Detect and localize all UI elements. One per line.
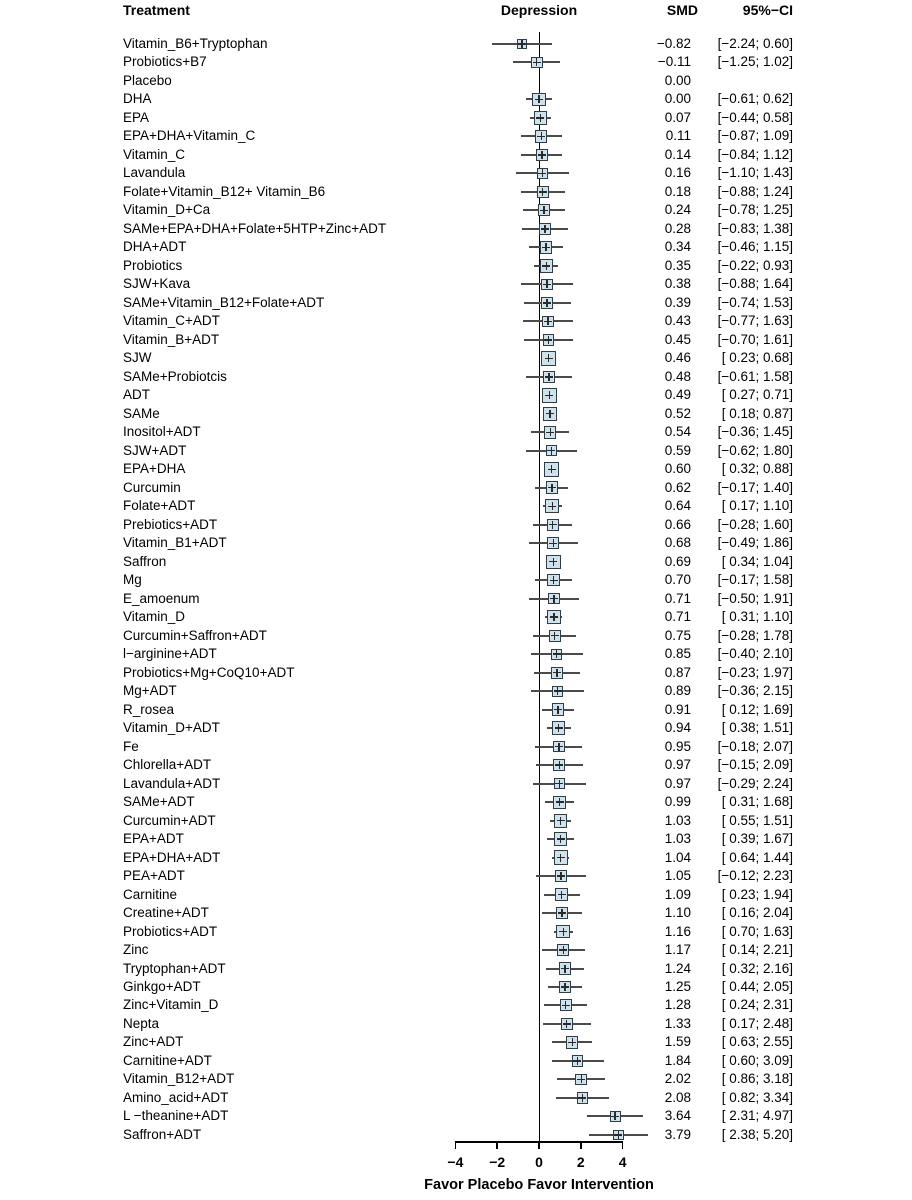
smd-value: 1.16 [664, 923, 691, 939]
column-header-ci: 95%−CI [742, 2, 793, 18]
smd-value: −0.11 [657, 54, 691, 70]
point-marker [541, 228, 549, 229]
ci-value: [−0.18; 2.07] [717, 738, 793, 754]
smd-value: 0.00 [664, 91, 691, 107]
ci-value: [ 0.44; 2.05] [721, 978, 793, 994]
treatment-label: Probiotics+B7 [123, 54, 207, 70]
point-marker [546, 432, 554, 433]
treatment-label: L −theanine+ADT [123, 1108, 229, 1124]
treatment-label: Mg+ADT [123, 683, 177, 699]
smd-value: 3.79 [664, 1126, 691, 1142]
ci-value: [−0.17; 1.58] [717, 572, 793, 588]
treatment-label: E_amoenum [123, 590, 200, 606]
point-marker [563, 1023, 571, 1024]
smd-value: 0.70 [664, 572, 691, 588]
point-marker [535, 99, 543, 100]
treatment-label: Creatine+ADT [123, 905, 209, 921]
smd-value: 0.11 [665, 128, 691, 144]
treatment-label: Probiotics+Mg+CoQ10+ADT [123, 664, 295, 680]
treatment-label: Fe [123, 738, 139, 754]
smd-value: 0.48 [664, 368, 691, 384]
treatment-label: Vitamin_B12+ADT [123, 1071, 235, 1087]
ci-value: [ 0.60; 3.09] [721, 1052, 793, 1068]
ci-value: [ 0.12; 1.69] [721, 701, 793, 717]
point-marker [557, 820, 565, 821]
treatment-label: Probiotics+ADT [123, 923, 218, 939]
smd-value: 1.03 [664, 831, 691, 847]
axis-tick-label: 0 [535, 1154, 543, 1170]
smd-value: 0.75 [664, 627, 691, 643]
ci-value: [−0.77; 1.63] [717, 313, 793, 329]
smd-value: 0.28 [664, 220, 691, 236]
smd-value: 2.08 [664, 1089, 691, 1105]
zero-reference-line [539, 32, 540, 1141]
smd-value: 0.52 [664, 405, 691, 421]
smd-value: 0.71 [664, 590, 691, 606]
treatment-label: Saffron [123, 553, 167, 569]
ci-value: [−0.50; 1.91] [717, 590, 793, 606]
ci-value: [−0.22; 0.93] [717, 257, 793, 273]
smd-value: 0.54 [664, 424, 691, 440]
treatment-label: Lavandula+ADT [123, 775, 221, 791]
point-marker [544, 339, 552, 340]
smd-value: 0.24 [664, 202, 691, 218]
treatment-label: Carnitine+ADT [123, 1052, 212, 1068]
smd-value: 1.04 [664, 849, 691, 865]
treatment-label: SJW [123, 350, 152, 366]
point-marker [558, 912, 566, 913]
smd-value: 0.89 [664, 683, 691, 699]
ci-value: [ 0.86; 3.18] [721, 1071, 793, 1087]
point-marker [556, 801, 564, 802]
ci-value: [ 0.16; 2.04] [721, 905, 793, 921]
treatment-label: EPA+DHA+ADT [123, 849, 221, 865]
ci-value: [−1.25; 1.02] [717, 54, 793, 70]
smd-value: 3.64 [664, 1108, 691, 1124]
ci-value: [ 2.38; 5.20] [721, 1126, 793, 1142]
column-header-smd: SMD [666, 2, 698, 18]
treatment-label: SAMe+EPA+DHA+Folate+5HTP+Zinc+ADT [123, 220, 387, 236]
ci-value: [ 0.14; 2.21] [721, 942, 793, 957]
ci-value: [−0.49; 1.86] [717, 535, 793, 551]
treatment-label: Folate+ADT [123, 498, 196, 514]
treatment-label: SAMe+Vitamin_B12+Folate+ADT [123, 294, 325, 310]
point-marker [555, 764, 563, 765]
ci-value: [−0.84; 1.12] [717, 146, 793, 162]
smd-value: 0.95 [664, 738, 691, 754]
point-marker [554, 690, 562, 691]
smd-value: 0.46 [664, 350, 691, 366]
point-marker [558, 894, 566, 895]
axis-tick [580, 1141, 582, 1149]
smd-value: 0.14 [664, 146, 691, 162]
smd-value: 0.34 [664, 239, 691, 255]
point-marker [545, 358, 553, 359]
treatment-label: Zinc [123, 942, 149, 957]
smd-value: 1.59 [664, 1034, 691, 1050]
smd-value: 0.07 [664, 109, 691, 125]
smd-value: 1.09 [664, 886, 691, 902]
point-marker [550, 580, 558, 581]
point-marker [544, 321, 552, 322]
ci-value: [−0.36; 2.15] [717, 683, 793, 699]
point-marker [559, 949, 567, 950]
treatment-label: DHA [123, 91, 152, 107]
ci-value: [ 0.32; 2.16] [721, 960, 793, 976]
point-marker [538, 173, 546, 174]
smd-value: 0.87 [664, 664, 691, 680]
smd-value: 0.62 [664, 479, 691, 495]
ci-value: [−0.23; 1.97] [717, 664, 793, 680]
point-marker [546, 413, 554, 414]
treatment-label: Vitamin_B6+Tryptophan [123, 36, 268, 51]
ci-value: [−0.46; 1.15] [717, 239, 793, 255]
treatment-label: SAMe [123, 405, 160, 421]
treatment-label: Mg [123, 572, 142, 588]
smd-value: 0.97 [664, 775, 691, 791]
treatment-label: EPA+DHA+Vitamin_C [123, 128, 256, 144]
treatment-label: EPA [123, 109, 150, 125]
smd-value: 0.71 [664, 609, 691, 625]
smd-value: 0.91 [664, 701, 691, 717]
ci-value: [−0.28; 1.78] [717, 627, 793, 643]
smd-value: 1.25 [664, 978, 691, 994]
treatment-label: SJW+Kava [123, 276, 191, 292]
ci-value: [−1.10; 1.43] [717, 165, 793, 181]
axis-tick-label: −4 [447, 1154, 464, 1170]
ci-value: [ 0.24; 2.31] [721, 997, 793, 1013]
ci-value: [−0.74; 1.53] [717, 294, 793, 310]
treatment-label: Ginkgo+ADT [123, 978, 201, 994]
treatment-label: SAMe+Probiotcis [123, 368, 227, 384]
treatment-label: Vitamin_D+ADT [123, 720, 220, 736]
ci-value: [−0.83; 1.38] [717, 220, 793, 236]
treatment-label: Placebo [123, 72, 172, 88]
ci-value: [−0.78; 1.25] [717, 202, 793, 218]
treatment-label: SJW+ADT [123, 442, 187, 458]
point-marker [561, 968, 569, 969]
treatment-label: Vitamin_C [123, 146, 186, 162]
axis-tick [496, 1141, 498, 1149]
smd-value: 0.64 [664, 498, 691, 514]
ci-value: [ 0.55; 1.51] [721, 812, 793, 828]
treatment-label: Prebiotics+ADT [123, 516, 218, 532]
smd-value: 1.17 [664, 942, 691, 957]
smd-value: 0.85 [664, 646, 691, 662]
ci-value: [−0.61; 0.62] [717, 91, 793, 107]
ci-value: [ 0.31; 1.68] [721, 794, 793, 810]
ci-value: [−0.28; 1.60] [717, 516, 793, 532]
ci-value: [−0.61; 1.58] [717, 368, 793, 384]
smd-value: 2.02 [664, 1071, 691, 1087]
treatment-label: Nepta [123, 1015, 160, 1031]
ci-value: [−0.12; 2.23] [717, 868, 793, 884]
smd-value: −0.82 [656, 36, 691, 51]
point-marker [611, 1116, 619, 1117]
point-marker [547, 450, 555, 451]
treatment-label: DHA+ADT [123, 239, 187, 255]
treatment-label: Curcumin+Saffron+ADT [123, 627, 267, 643]
smd-value: 0.00 [664, 72, 691, 88]
treatment-label: Chlorella+ADT [123, 757, 212, 773]
treatment-label: R_rosea [123, 701, 175, 717]
point-marker [549, 524, 557, 525]
point-marker [554, 709, 562, 710]
ci-value: [−0.15; 2.09] [717, 757, 793, 773]
treatment-label: Zinc+Vitamin_D [123, 997, 219, 1013]
point-marker [543, 284, 551, 285]
smd-value: 0.39 [664, 294, 691, 310]
smd-value: 0.68 [664, 535, 691, 551]
point-marker [542, 247, 550, 248]
column-header-outcome: Depression [500, 2, 578, 18]
smd-value: 0.18 [664, 183, 691, 199]
treatment-label: Curcumin+ADT [123, 812, 216, 828]
axis-tick [455, 1141, 457, 1149]
treatment-label: EPA+DHA [123, 461, 186, 477]
treatment-label: Zinc+ADT [123, 1034, 184, 1050]
axis-tick-label: −2 [489, 1154, 506, 1170]
treatment-label: Folate+Vitamin_B12+ Vitamin_B6 [123, 183, 326, 199]
ci-value: [ 0.82; 3.34] [721, 1089, 793, 1105]
point-marker [518, 43, 526, 44]
ci-value: [−0.36; 1.45] [717, 424, 793, 440]
point-marker [548, 506, 556, 507]
point-marker [548, 469, 556, 470]
point-marker [550, 616, 558, 617]
point-marker [545, 395, 553, 396]
ci-value: [−0.44; 0.58] [717, 109, 793, 125]
treatment-label: Vitamin_D+Ca [123, 202, 211, 218]
ci-value: [−0.40; 2.10] [717, 646, 793, 662]
smd-value: 0.94 [664, 720, 691, 736]
ci-value: [−0.87; 1.09] [717, 128, 793, 144]
ci-value: [ 0.70; 1.63] [721, 923, 793, 939]
treatment-label: Lavandula [123, 165, 186, 181]
point-marker [568, 1042, 576, 1043]
smd-value: 1.03 [664, 812, 691, 828]
treatment-label: Vitamin_B1+ADT [123, 535, 227, 551]
smd-value: 0.69 [664, 553, 691, 569]
point-marker [549, 561, 557, 562]
smd-value: 1.84 [664, 1052, 691, 1068]
point-marker [540, 210, 548, 211]
ci-value: [ 0.27; 0.71] [721, 387, 793, 403]
ci-value: [ 0.17; 2.48] [721, 1015, 793, 1031]
smd-value: 0.43 [664, 313, 691, 329]
smd-value: 0.97 [664, 757, 691, 773]
smd-value: 1.05 [664, 868, 691, 884]
smd-value: 0.35 [664, 257, 691, 273]
point-marker [536, 117, 544, 118]
point-marker [537, 136, 545, 137]
ci-value: [ 0.39; 1.67] [721, 831, 793, 847]
treatment-label: Vitamin_B+ADT [123, 331, 220, 347]
point-marker [559, 931, 567, 932]
treatment-label: Amino_acid+ADT [123, 1089, 229, 1105]
ci-value: [ 2.31; 4.97] [721, 1108, 793, 1124]
ci-value: [−0.17; 1.40] [717, 479, 793, 495]
smd-value: 1.24 [664, 960, 691, 976]
treatment-label: Inositol+ADT [123, 424, 201, 440]
point-marker [553, 672, 561, 673]
ci-value: [ 0.23; 1.94] [721, 886, 793, 902]
axis-tick [538, 1141, 540, 1149]
smd-value: 1.28 [664, 997, 691, 1013]
point-marker [557, 875, 565, 876]
treatment-label: l−arginine+ADT [123, 646, 217, 662]
treatment-label: Vitamin_D [123, 609, 186, 625]
point-marker [555, 727, 563, 728]
point-marker [545, 376, 553, 377]
point-marker [539, 191, 547, 192]
treatment-label: Tryptophan+ADT [123, 960, 226, 976]
axis-tick-label: 4 [618, 1154, 627, 1170]
axis-tick [622, 1141, 624, 1149]
smd-value: 0.66 [664, 516, 691, 532]
smd-value: 1.10 [664, 905, 691, 921]
point-marker [577, 1079, 585, 1080]
point-marker [549, 543, 557, 544]
ci-value: [ 0.32; 0.88] [721, 461, 793, 477]
ci-value: [−0.88; 1.64] [717, 276, 793, 292]
point-marker [557, 857, 565, 858]
smd-value: 0.16 [664, 165, 691, 181]
ci-value: [ 0.23; 0.68] [721, 350, 793, 366]
treatment-label: Curcumin [123, 479, 181, 495]
treatment-label: Saffron+ADT [123, 1126, 202, 1142]
point-marker [543, 302, 551, 303]
smd-value: 0.38 [664, 276, 691, 292]
ci-value: [ 0.63; 2.55] [721, 1034, 793, 1050]
axis-tick-label: 2 [576, 1154, 585, 1170]
ci-value: [−2.24; 0.60] [717, 36, 793, 51]
smd-value: 1.33 [664, 1015, 691, 1031]
ci-value: [ 0.64; 1.44] [721, 849, 793, 865]
point-marker [573, 1060, 581, 1061]
smd-value: 0.59 [664, 442, 691, 458]
point-marker [551, 635, 559, 636]
point-marker [614, 1134, 622, 1135]
ci-value: [ 0.17; 1.10] [721, 498, 793, 514]
point-marker [555, 746, 563, 747]
ci-value: [ 0.31; 1.10] [721, 609, 793, 625]
point-marker [553, 653, 561, 654]
point-marker [538, 154, 546, 155]
smd-value: 0.99 [664, 794, 691, 810]
point-marker [548, 487, 556, 488]
ci-value: [−0.88; 1.24] [717, 183, 793, 199]
ci-value: [−0.29; 2.24] [717, 775, 793, 791]
point-marker [578, 1097, 586, 1098]
smd-value: 0.49 [664, 387, 691, 403]
treatment-label: Vitamin_C+ADT [123, 313, 220, 329]
point-marker [555, 783, 563, 784]
treatment-label: Carnitine [123, 886, 178, 902]
column-header-treatment: Treatment [123, 2, 190, 18]
treatment-label: PEA+ADT [123, 868, 185, 884]
treatment-label: SAMe+ADT [123, 794, 195, 810]
point-marker [562, 1005, 570, 1006]
treatment-label: EPA+ADT [123, 831, 184, 847]
point-marker [550, 598, 558, 599]
smd-value: 0.45 [664, 331, 691, 347]
point-marker [533, 62, 541, 63]
ci-value: [ 0.38; 1.51] [721, 720, 793, 736]
ci-value: [−0.70; 1.61] [717, 331, 793, 347]
point-marker [561, 986, 569, 987]
ci-value: [ 0.18; 0.87] [721, 405, 793, 421]
point-marker [557, 838, 565, 839]
treatment-label: ADT [123, 387, 150, 403]
treatment-label: Probiotics [123, 257, 183, 273]
ci-value: [ 0.34; 1.04] [721, 553, 793, 569]
smd-value: 0.60 [664, 461, 691, 477]
point-marker [542, 265, 550, 266]
ci-value: [−0.62; 1.80] [717, 442, 793, 458]
x-axis-caption: Favor Placebo Favor Intervention [424, 1177, 654, 1193]
